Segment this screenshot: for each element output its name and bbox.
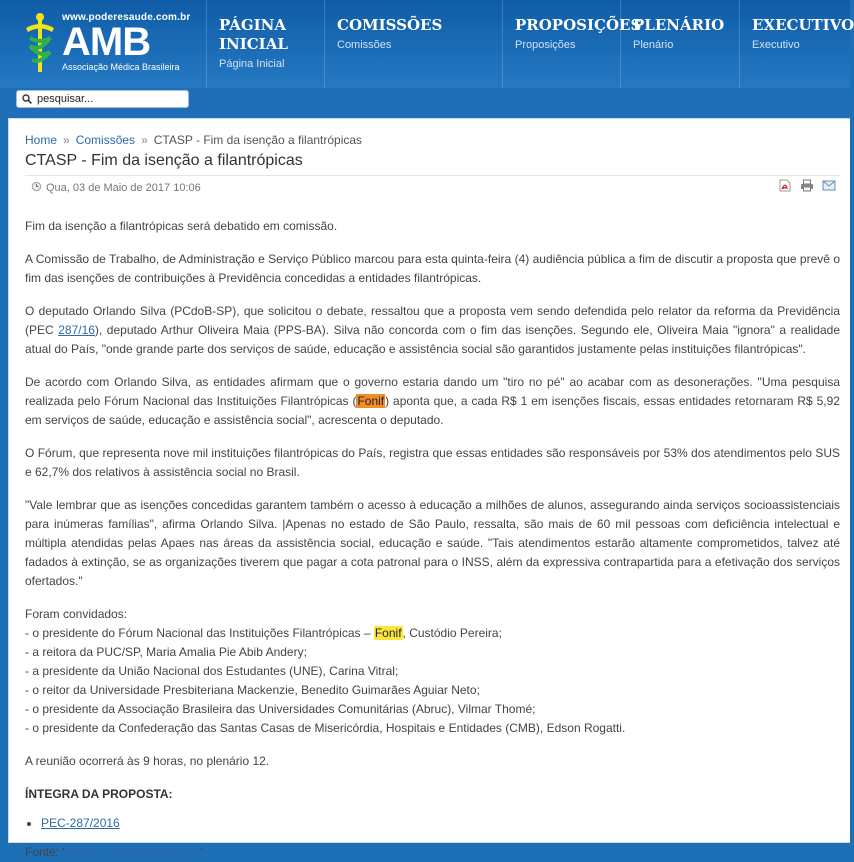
article-body <box>25 217 840 862</box>
print-icon[interactable] <box>800 179 814 192</box>
invited-list <box>25 605 840 738</box>
article-paragraph <box>25 373 840 430</box>
nav-title: PLENÁRIO <box>633 16 725 34</box>
nav-title: PÁGINA INICIAL <box>219 16 288 53</box>
site-url: www.poderesaude.com.br <box>62 12 191 23</box>
article-paragraph: A Comissão de Trabalho, de Administração e Serviço Público marcou para esta quinta-feira (4) audiência pública a fim de discutir a proposta que prevê o fim das isenções de contribuições à Previdência concedidas a entidades filantrópicas. <box>25 252 840 285</box>
source-prefix: Fonte: ' <box>25 845 65 859</box>
nav-comissoes[interactable] <box>324 0 502 88</box>
article-paragraph: O Fórum, que representa nove mil instituições filantrópicas do País, registra que essas entidades são responsáveis por 53% dos atendimentos pelo SUS e 62,7% dos relativos à assistência social no Brasil. <box>25 446 840 479</box>
item-text: - o presidente do Fórum Nacional das Instituições Filantrópicas – <box>25 626 374 640</box>
article-paragraph: "Vale lembrar que as isenções concedidas garantem também o acesso à educação a milhões de alunos, assegurando ainda serviços socioassistenciais para inúmeras famílias", afirma Orlando Silva. |Apenas no estado de São Paulo, ressalta, são mais de 60 mil pessoas com deficiência intelectual e múltipla atendidas pelas Apaes nas áreas da assistência social, educação e saúde. "Tais atendimentos estarão altamente comprometidos, talvez até fadados à extinção, se as organizações tiverem que pagar a cota patronal para o INSS, além da expressiva contrapartida para a efetivação dos serviços ofertados." <box>25 498 840 588</box>
page-title: CTASP - Fim da isenção a filantrópicas <box>25 152 303 169</box>
paragraph-text: O deputado Orlando Silva (PCdoB-SP), que solicitou o debate, ressaltou que a proposta vem sendo defendida pelo relator da reforma da Previdência (PEC <box>25 304 840 337</box>
paragraph-text: ) aponta que, a cada R$ 1 em isenções fiscais, essas entidades retornaram R$ 5,92 em serviços de saúde, educação e assistência social", acrescenta o deputado. <box>25 394 840 427</box>
nav-subtitle: Comissões <box>337 39 392 51</box>
breadcrumb-current: CTASP - Fim da isenção a filantrópicas <box>153 133 363 147</box>
clock-icon <box>31 181 42 192</box>
search-bar <box>0 88 850 114</box>
highlighted-term: Fonif <box>357 394 385 408</box>
breadcrumb-comissoes-link[interactable]: Comissões <box>75 133 136 147</box>
agencia-camara-link[interactable]: Agência Câmara Notícias <box>64 845 201 859</box>
site-header <box>0 0 854 88</box>
content-area <box>8 118 850 859</box>
breadcrumb-separator: » <box>63 133 70 147</box>
invited-item: - o presidente da Confederação das Santas Casas de Misericórdia, Hospitais e Entidades (CMB), Edson Rogatti. <box>25 721 626 735</box>
pdf-icon[interactable] <box>778 179 792 192</box>
article <box>25 131 840 862</box>
article-actions <box>773 179 836 198</box>
nav-title: COMISSÕES <box>337 16 443 34</box>
brand-subtitle: Associação Médica Brasileira <box>62 62 180 72</box>
paragraph-text: ), deputado Arthur Oliveira Maia (PPS-BA). Silva não concorda com o fim das isenções. Segundo ele, Oliveira Maia "ignora" a realidade atual do País, "onde grande parte dos serviços de saúde, educação e assistência social são garantidos justamente pelas instituições filantrópicas". <box>25 323 840 356</box>
invited-heading: Foram convidados: <box>25 607 128 621</box>
invited-item: - o presidente da Associação Brasileira das Universidades Comunitárias (Abruc), Vilmar Thomé; <box>25 702 536 716</box>
nav-title: EXECUTIVO <box>752 16 854 34</box>
search-box <box>16 90 189 108</box>
nav-subtitle: Executivo <box>752 39 800 51</box>
proposal-heading: ÍNTEGRA DA PROPOSTA: <box>25 787 173 801</box>
article-date: Qua, 03 de Maio de 2017 10:06 <box>46 182 201 194</box>
nav-executivo[interactable] <box>739 0 854 88</box>
breadcrumb <box>25 131 840 149</box>
invited-item: - o reitor da Universidade Presbiteriana Mackenzie, Benedito Guimarães Aguiar Neto; <box>25 683 480 697</box>
meeting-info: A reunião ocorrerá às 9 horas, no plenário 12. <box>25 754 270 768</box>
breadcrumb-home-link[interactable]: Home <box>25 133 58 147</box>
source-suffix: ' <box>200 845 204 859</box>
brand-name: AMB <box>62 20 151 64</box>
proposal-links <box>25 814 840 833</box>
invited-item: - a presidente da União Nacional dos Estudantes (UNE), Carina Vitral; <box>25 664 399 678</box>
nav-plenario[interactable] <box>620 0 739 88</box>
article-paragraph <box>25 302 840 359</box>
article-source <box>25 843 840 862</box>
article-paragraph: Fim da isenção a filantrópicas será debatido em comissão. <box>25 219 338 233</box>
search-input[interactable] <box>37 92 185 106</box>
breadcrumb-separator: » <box>141 133 148 147</box>
amb-logo[interactable] <box>22 10 192 76</box>
article-meta <box>25 175 840 195</box>
highlighted-term: Fonif <box>374 626 402 640</box>
nav-subtitle: Proposições <box>515 39 576 51</box>
paragraph-text: De acordo com Orlando Silva, as entidades afirmam que o governo estaria dando um "tiro no pé" ao acabar com as desonerações. "Uma pesquisa realizada pelo Fórum Nacional das Instituições Filantrópicas ( <box>25 375 840 408</box>
pec-287-16-link[interactable]: 287/16 <box>58 323 95 337</box>
invited-item <box>25 624 840 643</box>
caduceus-icon <box>22 12 58 74</box>
search-icon <box>22 94 32 104</box>
invited-item: - a reitora da PUC/SP, Maria Amalia Pie Abib Andery; <box>25 645 307 659</box>
list-item <box>41 814 840 833</box>
item-text: , Custódio Pereira; <box>402 626 502 640</box>
pec-287-2016-link[interactable]: PEC-287/2016 <box>41 816 120 830</box>
nav-proposicoes[interactable] <box>502 0 642 88</box>
email-icon[interactable] <box>822 179 836 192</box>
nav-title: PROPOSIÇÕES <box>515 16 642 34</box>
nav-subtitle: Página Inicial <box>219 58 285 70</box>
nav-subtitle: Plenário <box>633 39 674 51</box>
nav-pagina-inicial[interactable] <box>206 0 324 88</box>
